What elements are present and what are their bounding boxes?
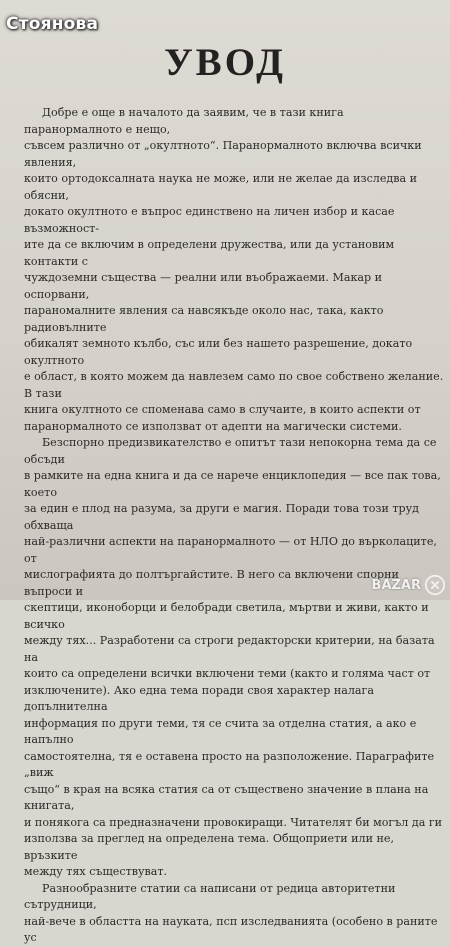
chapter-title: УВОД (164, 41, 286, 84)
watermark-logo-icon (424, 574, 446, 596)
seller-name-overlay: Стоянова (6, 14, 99, 34)
watermark (372, 574, 446, 596)
paragraph-2: Безспорно предизвикателство е опитът тази непокорна тема да се обсъди в рамките на една книга и да се нарече енциклопедия — все пак това, което за един е плод на разума, за други е магия. Поради това този труд обхваща най-различни аспекти на паранормалното — от НЛО до върколаците, от мислографията до полтъргайстите. В него са включени спорни въпроси и скептици, иконоборци и белобради светила, мъртви и живи, както и всичко между тях... Разработени са строги редакторски критерии, на базата на които са определени всички включени теми (както и голяма част от изключените). Ако една тема поради своя характер налага допълнителна информация по други теми, тя се счита за отделна статия, а ако е напълно самостоятелна, тя е оставена просто на разположение. Параграфите „виж също“ в края на всяка статия са от съществено значение в плана на книгата, и понякога са предназначени провокиращи. Читателят би могъл да ги използва за преглед на определена тема. Общоприети или не, връзките между тях съществуват. (24, 436, 443, 878)
paragraph-1: Добре е още в началото да заявим, че в тази книга паранормалното е нещо, съвсем различно от „окултното“. Паранормалното включва всички явления, които ортодоксалната наука не може, или не желае да изследва и обясни, докато окултното е въпрос единствено на личен избор и касае възможност- ите да се включим в определени дружества, или да установим контакти с чуждоземни същества — реални или въображаеми. Макар и оспорвани, параномалните явления са навсякъде около нас, така, както радиовълните обикалят земното кълбо, със или без нашето разрешение, докато окултното е област, в която можем да навлезем само по свое собствено желание. В тази книга окултното се споменава само в случаите, в които аспекти от паранормалното се използват от адепти на магически системи. (24, 106, 444, 433)
watermark-text: BAZAR (371, 577, 421, 593)
body-text (24, 105, 444, 947)
paragraph-3: Разнообразните статии са написани от редица авторитетни сътрудници, най-вече в областта на науката, псп изследванията (особено в раните ус (24, 881, 438, 944)
